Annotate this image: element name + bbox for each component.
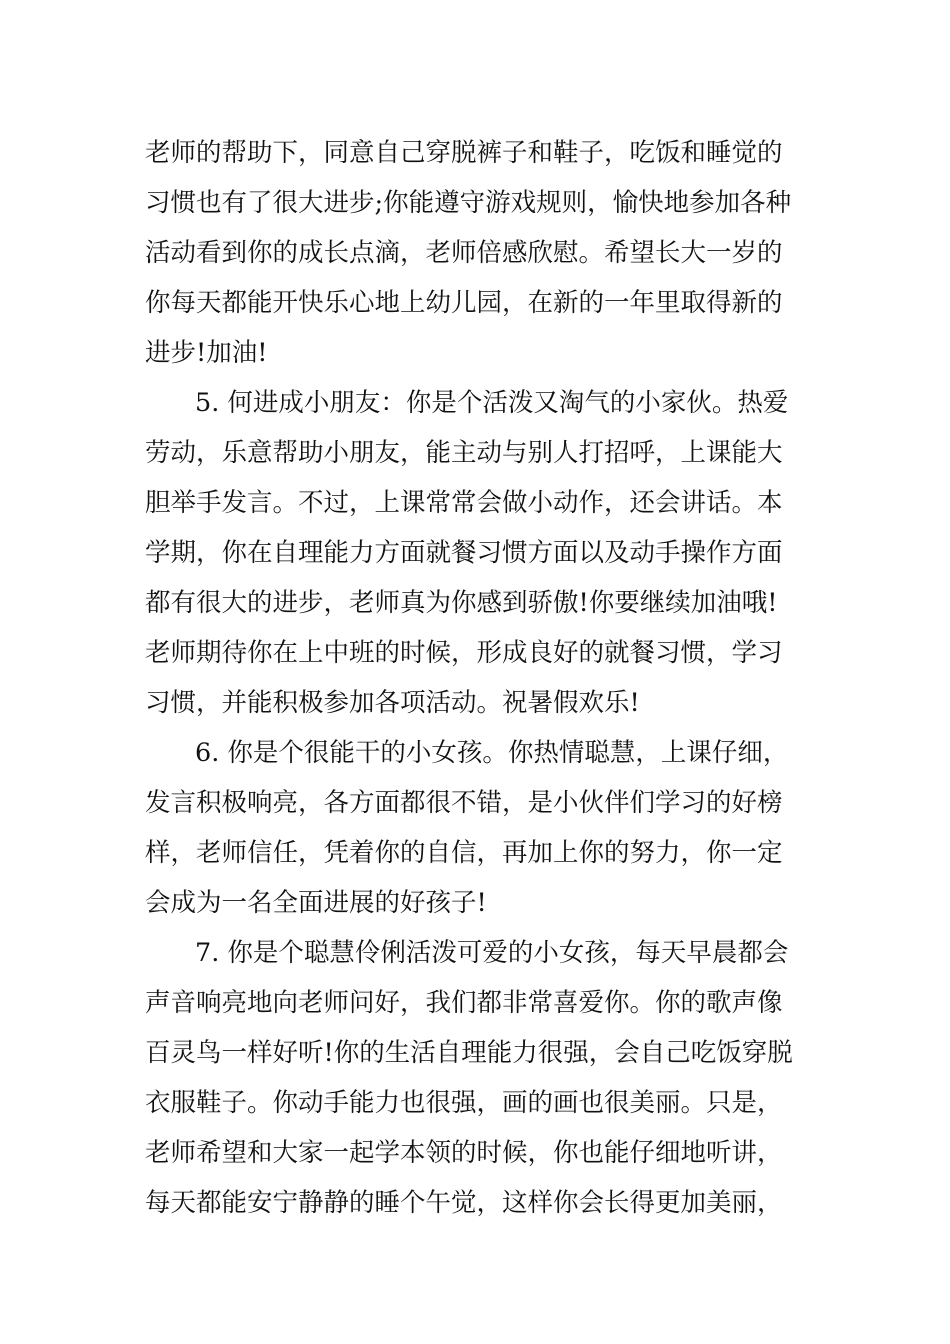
text-line: 胆举手发言。不过，上课常常会做小动作，还会讲话。本 (145, 488, 783, 518)
text-line: 百灵鸟一样好听!你的生活自理能力很强，会自己吃饭穿脱 (145, 1038, 793, 1068)
text-line: 进步!加油! (145, 338, 268, 368)
text-line: 发言积极响亮，各方面都很不错，是小伙伴们学习的好榜 (145, 788, 783, 818)
text-line: 学期，你在自理能力方面就餐习惯方面以及动手操作方面 (145, 538, 783, 568)
text-line: 习惯也有了很大进步;你能遵守游戏规则，愉快地参加各种 (145, 188, 792, 218)
text-line: 都有很大的进步，老师真为你感到骄傲!你要继续加油哦! (145, 588, 778, 618)
text-line: 老师的帮助下，同意自己穿脱裤子和鞋子，吃饭和睡觉的 (145, 138, 783, 168)
text-line: 声音响亮地向老师问好，我们都非常喜爱你。你的歌声像 (145, 988, 783, 1018)
text-line: 老师希望和大家一起学本领的时候，你也能仔细地听讲， (145, 1138, 783, 1168)
text-line: 会成为一名全面进展的好孩子! (145, 888, 487, 918)
paragraph-start-7: 7. 你是个聪慧伶俐活泼可爱的小女孩，每天早晨都会 (195, 938, 789, 968)
text-line: 劳动，乐意帮助小朋友，能主动与别人打招呼，上课能大 (145, 438, 783, 468)
paragraph-start-5: 5. 何进成小朋友：你是个活泼又淘气的小家伙。热爱 (195, 388, 789, 418)
text-line: 习惯，并能积极参加各项活动。祝暑假欢乐! (145, 688, 640, 718)
text-line: 每天都能安宁静静的睡个午觉，这样你会长得更加美丽， (145, 1188, 783, 1218)
document-body (145, 128, 815, 1228)
text-line: 活动看到你的成长点滴，老师倍感欣慰。希望长大一岁的 (145, 238, 783, 268)
text-line: 老师期待你在上中班的时候，形成良好的就餐习惯，学习 (145, 638, 783, 668)
text-line: 衣服鞋子。你动手能力也很强，画的画也很美丽。只是， (145, 1088, 783, 1118)
text-line: 样，老师信任，凭着你的自信，再加上你的努力，你一定 (145, 838, 783, 868)
text-line: 你每天都能开快乐心地上幼儿园，在新的一年里取得新的 (145, 288, 783, 318)
paragraph-start-6: 6. 你是个很能干的小女孩。你热情聪慧，上课仔细， (195, 738, 789, 768)
